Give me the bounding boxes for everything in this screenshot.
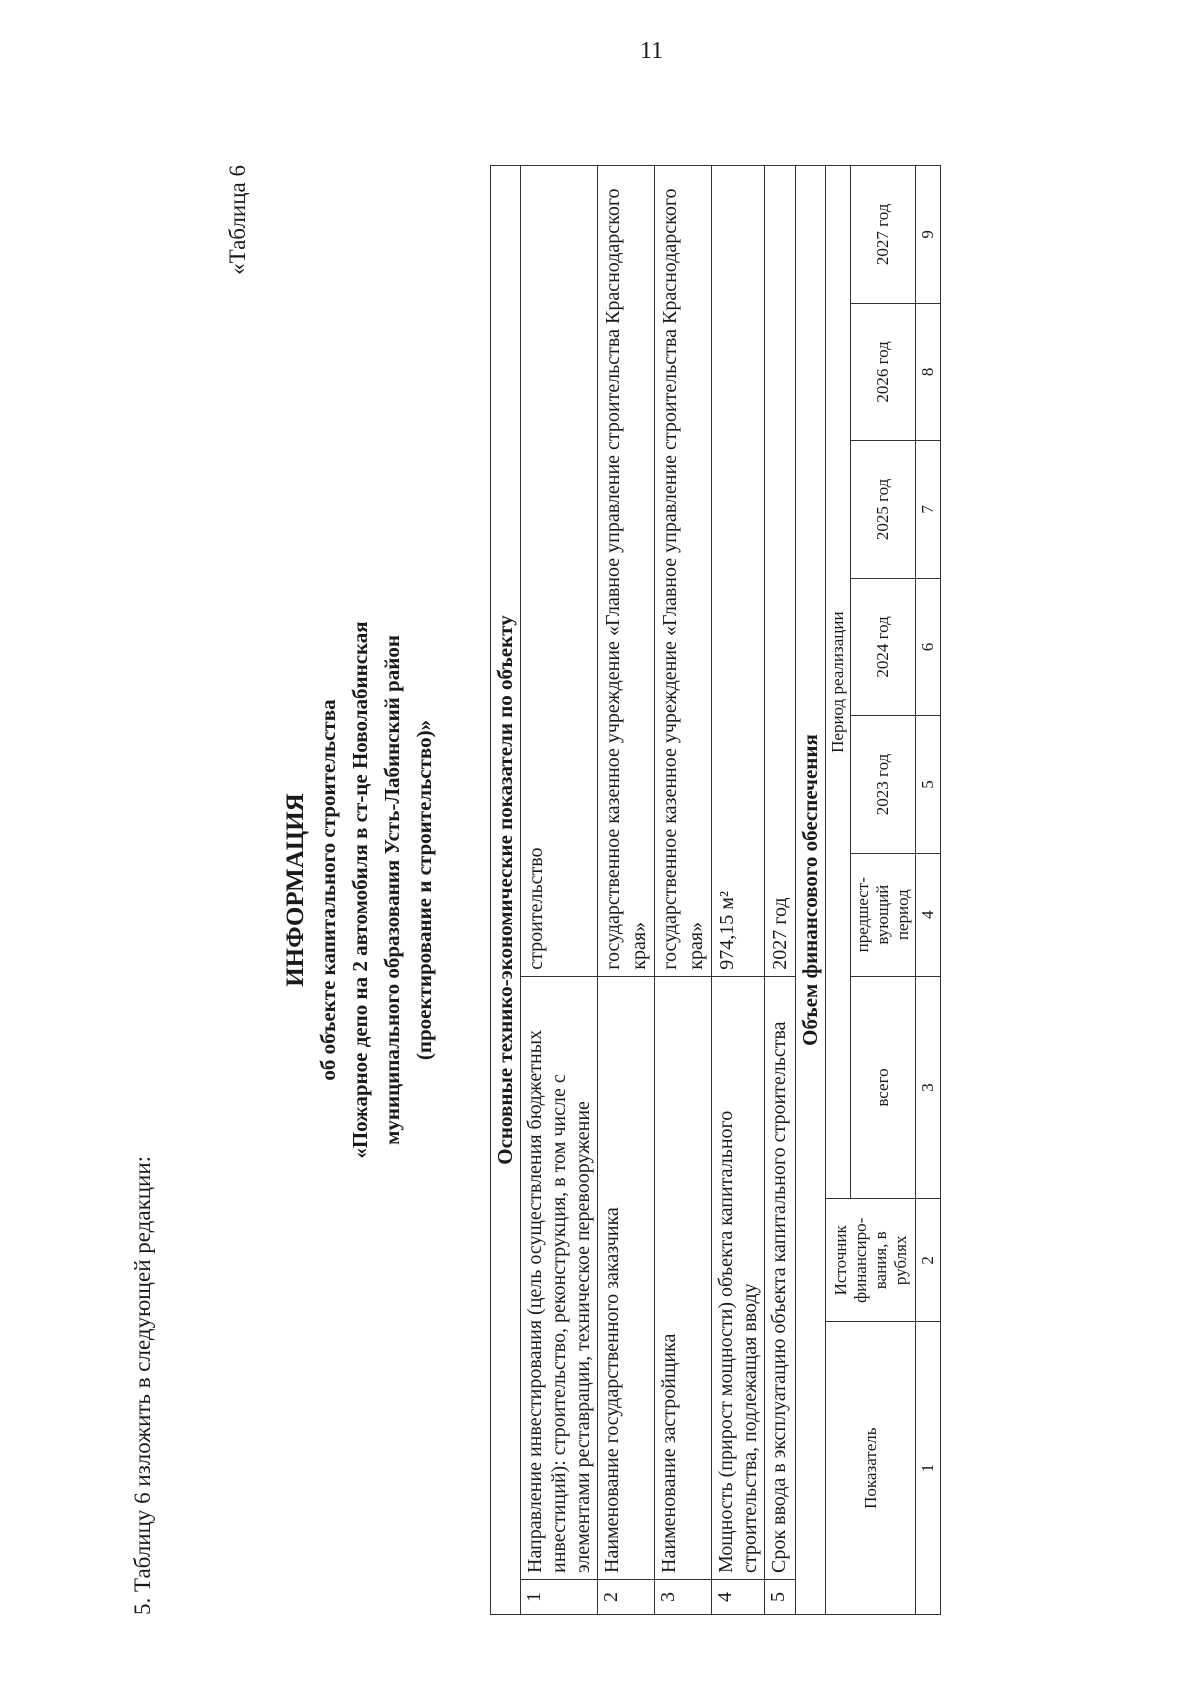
info-table xyxy=(490,165,941,1615)
column-number: 6 xyxy=(916,578,941,716)
header-2024: 2024 год xyxy=(851,578,916,716)
table-label: «Таблица 6 xyxy=(225,165,250,275)
column-number-row xyxy=(916,166,941,1615)
heading-line2: об объекте капитального строительства xyxy=(316,699,340,1081)
header-indicator: Показатель xyxy=(826,1322,916,1615)
header-source: Источник финансиро-вания, в рублях xyxy=(826,1199,916,1322)
column-number: 7 xyxy=(916,441,941,579)
header-2025: 2025 год xyxy=(851,441,916,579)
heading-line5: (проектирование и строительство)» xyxy=(412,719,436,1061)
header-2023: 2023 год xyxy=(851,716,916,854)
header-2026: 2026 год xyxy=(851,303,916,441)
row-label: Направление инвестирования (цель осуществления бюджетных инвестиций): строительство, реконструкция, в том числе с элементами реставрации, техническое перевооружение xyxy=(521,976,598,1579)
table-row xyxy=(765,166,796,1615)
row-number: 5 xyxy=(765,1580,796,1615)
column-number: 9 xyxy=(916,166,941,304)
table-row xyxy=(655,166,712,1615)
intro-text: 5. Таблицу 6 изложить в следующей редакции: xyxy=(130,1155,155,1615)
row-label: Мощность (прирост мощности) объекта капитального строительства, подлежащая вводу xyxy=(712,976,765,1579)
header-previous: предшест-вующий период xyxy=(851,853,916,976)
document-heading xyxy=(280,165,440,1615)
column-number: 2 xyxy=(916,1199,941,1322)
row-label: Наименование государственного заказчика xyxy=(598,976,655,1579)
row-number: 3 xyxy=(655,1580,712,1615)
header-total: всего xyxy=(851,976,916,1199)
row-number: 1 xyxy=(521,1580,598,1615)
row-value: строительство xyxy=(521,166,598,977)
page-number: 11 xyxy=(640,38,664,64)
row-label: Срок ввода в эксплуатацию объекта капитального строительства xyxy=(765,976,796,1579)
row-number: 4 xyxy=(712,1580,765,1615)
heading-title: ИНФОРМАЦИЯ xyxy=(282,793,309,987)
section1-title: Основные технико-экономические показатели по объекту xyxy=(491,166,521,1615)
row-value: государственное казенное учреждение «Главное управление строительства Краснодарского края» xyxy=(598,166,655,977)
column-number: 4 xyxy=(916,853,941,976)
rotated-content xyxy=(130,165,1090,1615)
header-2027: 2027 год xyxy=(851,166,916,304)
column-number: 8 xyxy=(916,303,941,441)
row-value: 974,15 м² xyxy=(712,166,765,977)
column-number: 3 xyxy=(916,976,941,1199)
row-value: государственное казенное учреждение «Главное управление строительства Краснодарского края» xyxy=(655,166,712,977)
column-number: 1 xyxy=(916,1322,941,1615)
header-period: Период реализации xyxy=(826,166,851,1199)
row-value: 2027 год xyxy=(765,166,796,977)
heading-line3: «Пожарное депо на 2 автомобиля в ст-це Новолабинская xyxy=(348,621,372,1159)
row-number: 2 xyxy=(598,1580,655,1615)
table-row xyxy=(521,166,598,1615)
table-row xyxy=(598,166,655,1615)
row-label: Наименование застройщика xyxy=(655,976,712,1579)
section2-title: Объем финансового обеспечения xyxy=(796,166,826,1615)
column-number: 5 xyxy=(916,716,941,854)
heading-line4: муниципального образования Усть-Лабинский район xyxy=(380,635,404,1145)
table-row xyxy=(712,166,765,1615)
